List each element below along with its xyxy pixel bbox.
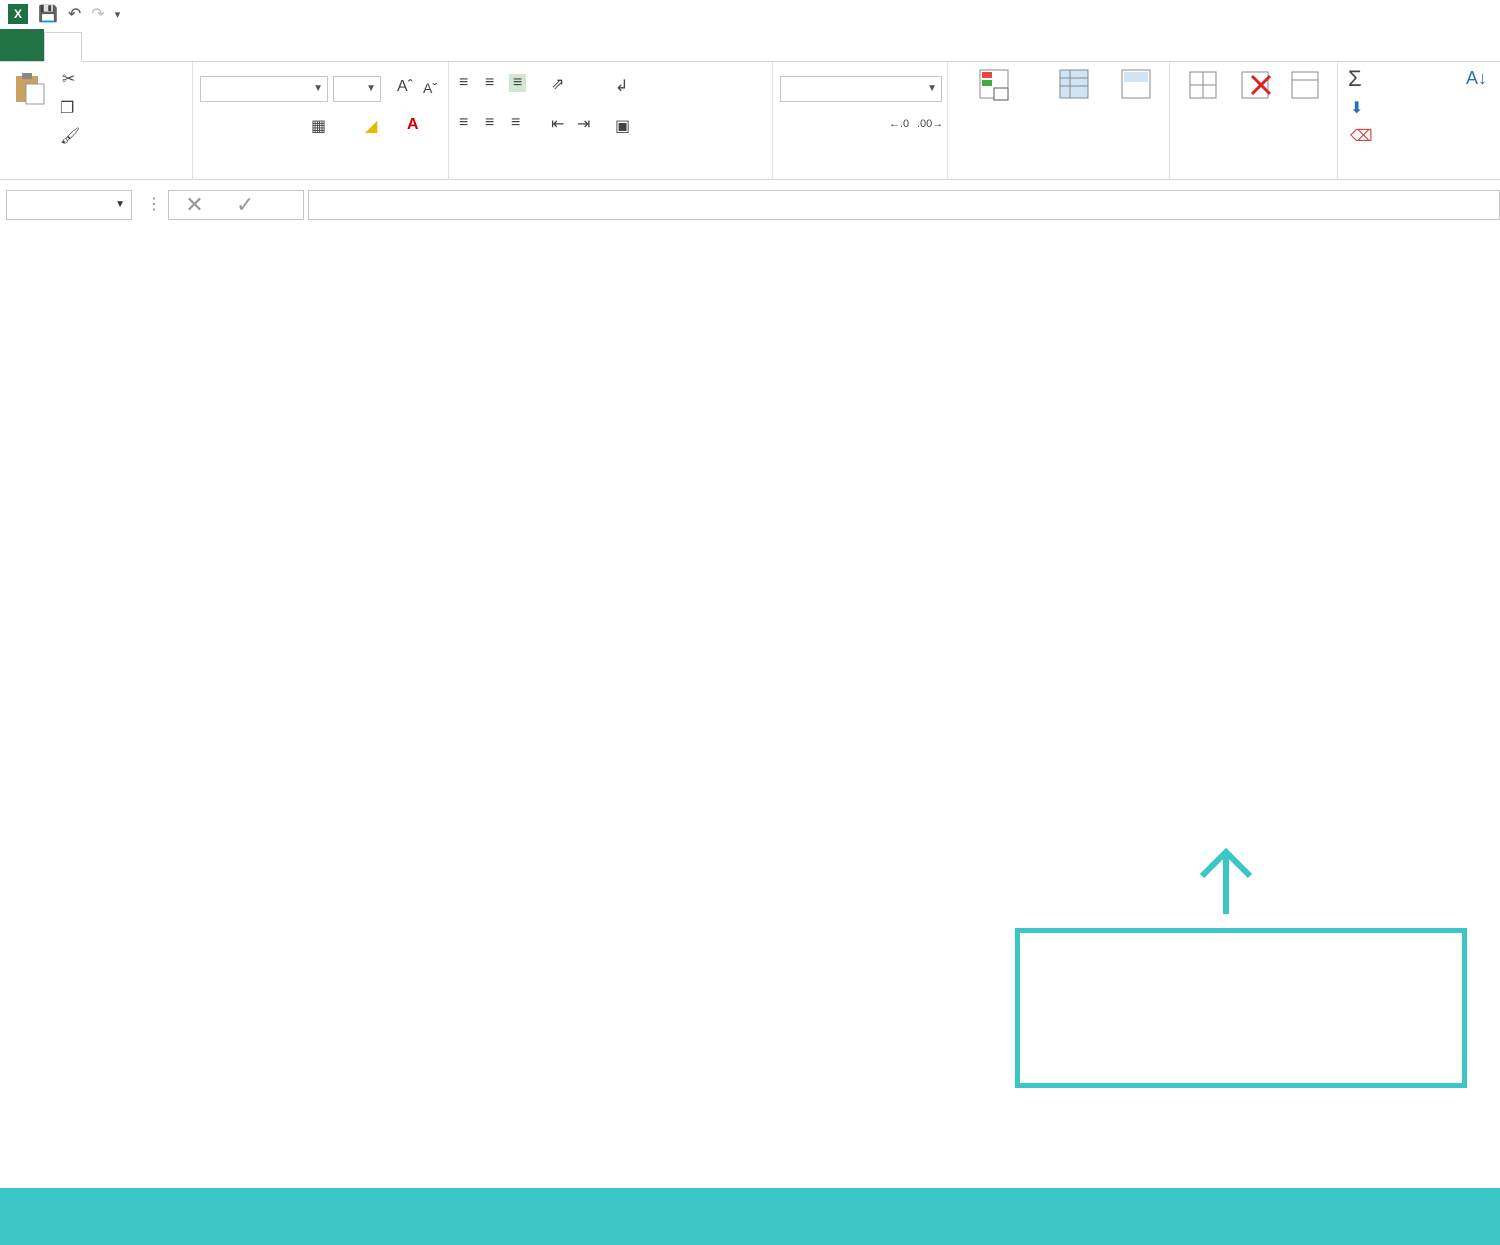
download-banner[interactable] [0,1188,1500,1245]
chevron-down-icon: ▼ [313,83,323,94]
arrow-up-icon [1198,846,1254,918]
chevron-down-icon: ▼ [115,199,125,210]
quick-access-toolbar [8,4,120,24]
align-left-icon[interactable]: ≡ [459,114,469,131]
copy-icon[interactable]: ❐ [60,100,75,117]
customize-toolbar-icon[interactable]: ▾ [114,8,121,21]
tab-page-layout[interactable] [118,31,154,61]
chevron-down-icon: ▼ [927,83,937,94]
excel-logo-icon: X [8,4,28,24]
scissors-icon[interactable]: ✂ [62,71,76,88]
cells-group [1170,62,1338,180]
chevron-down-icon: ▼ [366,83,376,94]
font-name-select[interactable] [200,76,328,102]
wrap-text-icon[interactable]: ↲ [615,78,629,95]
tab-home[interactable] [44,32,82,62]
worksheet-grid[interactable] [0,232,1500,828]
format-cells-icon[interactable] [1288,68,1324,104]
number-group [773,62,948,180]
align-top-icon[interactable]: ≡ [459,74,469,91]
tab-formulas[interactable] [154,31,190,61]
decrease-decimal-icon[interactable]: .00→ [917,118,944,130]
name-box[interactable] [6,190,132,220]
align-center-icon[interactable]: ≡ [485,114,495,131]
insert-cells-icon[interactable] [1186,68,1222,104]
increase-font-icon[interactable]: Aˆ [397,78,413,95]
font-group [193,62,449,180]
save-icon[interactable]: 💾 [38,6,58,23]
merge-center-icon[interactable]: ▣ [615,118,631,135]
tab-review[interactable] [226,31,262,61]
clipboard-group [0,62,193,180]
redo-icon[interactable]: ↷ [91,6,105,23]
sigma-icon[interactable]: Σ [1348,66,1362,91]
tab-view[interactable] [262,31,298,61]
font-size-select[interactable] [333,76,381,102]
number-format-select[interactable] [780,76,942,102]
enter-icon[interactable]: ✓ [236,192,255,217]
font-color-icon[interactable]: A [407,116,419,133]
eraser-icon[interactable]: ⌫ [1350,128,1373,145]
tab-data[interactable] [190,31,226,61]
formula-bar [0,180,1500,232]
format-painter-icon[interactable]: 🖌 [60,128,81,145]
cancel-icon[interactable]: ✕ [185,192,204,217]
styles-group [948,62,1170,180]
tab-insert[interactable] [82,31,118,61]
delete-cells-icon[interactable] [1238,68,1274,104]
increase-decimal-icon[interactable]: ←.0 [889,118,910,130]
callout-box [1015,928,1467,1088]
fill-down-icon[interactable]: ⬇ [1350,100,1364,117]
tab-universal-document-converter[interactable] [334,31,370,61]
align-middle-icon[interactable]: ≡ [485,74,495,91]
format-as-table-icon[interactable] [1058,68,1094,104]
cell-styles-icon[interactable] [1120,68,1156,104]
fill-color-icon[interactable]: ◢ [365,118,378,135]
undo-icon[interactable]: ↶ [67,6,82,23]
editing-group [1338,62,1500,180]
tab-acrobat[interactable] [298,31,334,61]
conditional-formatting-icon[interactable] [978,68,1014,104]
alignment-group [449,62,773,180]
title-bar [0,0,1500,30]
decrease-font-icon[interactable]: Aˇ [423,80,437,96]
increase-indent-icon[interactable]: ⇥ [577,116,591,133]
align-bottom-icon[interactable]: ≡ [509,74,526,92]
paste-icon[interactable] [12,70,48,106]
ribbon-tabs [0,30,1500,62]
formula-buttons [168,190,304,220]
align-right-icon[interactable]: ≡ [511,114,521,131]
formula-input[interactable] [308,190,1500,220]
more-icon: ⋮ [146,196,162,213]
tab-file[interactable] [0,29,44,61]
decrease-indent-icon[interactable]: ⇤ [551,116,565,133]
borders-icon[interactable]: ▦ [311,118,327,135]
ribbon [0,62,1500,180]
orientation-icon[interactable]: ⇗ [551,76,565,93]
sort-filter-icon[interactable]: A↓ [1466,68,1488,88]
